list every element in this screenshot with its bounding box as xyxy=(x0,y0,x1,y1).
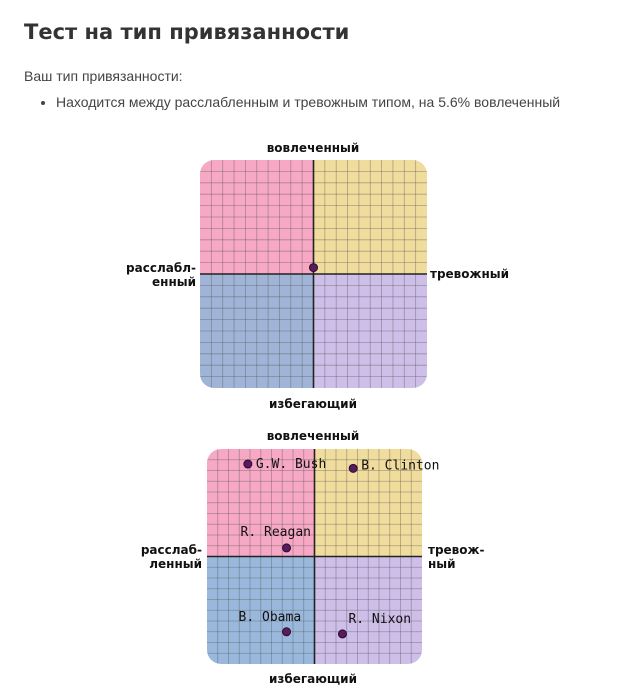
axis-label-bottom: избегающий xyxy=(268,397,358,411)
axis-label-top: вовлеченный xyxy=(266,141,360,155)
axis-label-right: ный xyxy=(428,557,456,571)
data-point-label: B. Obama xyxy=(238,609,302,625)
chart-1 xyxy=(126,141,509,411)
axis-label-bottom: избегающий xyxy=(268,672,358,686)
data-point xyxy=(349,464,357,472)
axis-label-right: тревожный xyxy=(430,267,510,281)
data-point xyxy=(244,460,252,468)
axis-label-top: вовлеченный xyxy=(266,429,360,443)
axis-label-right: тревож- xyxy=(428,543,485,557)
data-point-label: R. Nixon xyxy=(348,611,412,627)
data-point xyxy=(310,264,318,272)
data-point-label: G.W. Bush xyxy=(255,457,327,473)
data-point xyxy=(283,628,291,636)
data-point xyxy=(338,630,346,638)
result-subtitle: Ваш тип привязанности: xyxy=(24,68,183,84)
page-title: Тест на тип привязанности xyxy=(24,20,350,44)
plot-area xyxy=(200,160,427,388)
data-point xyxy=(283,544,291,552)
data-point-label: R. Reagan xyxy=(240,524,312,540)
result-item: • Находится между расслабленным и тревожным типом, на 5.6% вовлеченный xyxy=(56,92,560,112)
axis-label-left: ленный xyxy=(149,557,202,571)
data-point-label: B. Clinton xyxy=(361,458,440,474)
chart-2 xyxy=(141,429,485,686)
plot-area xyxy=(207,449,422,664)
axis-label-left: енный xyxy=(152,275,196,289)
axis-label-left: расслаб- xyxy=(140,543,202,557)
axis-label-left: расслабл- xyxy=(126,261,196,275)
